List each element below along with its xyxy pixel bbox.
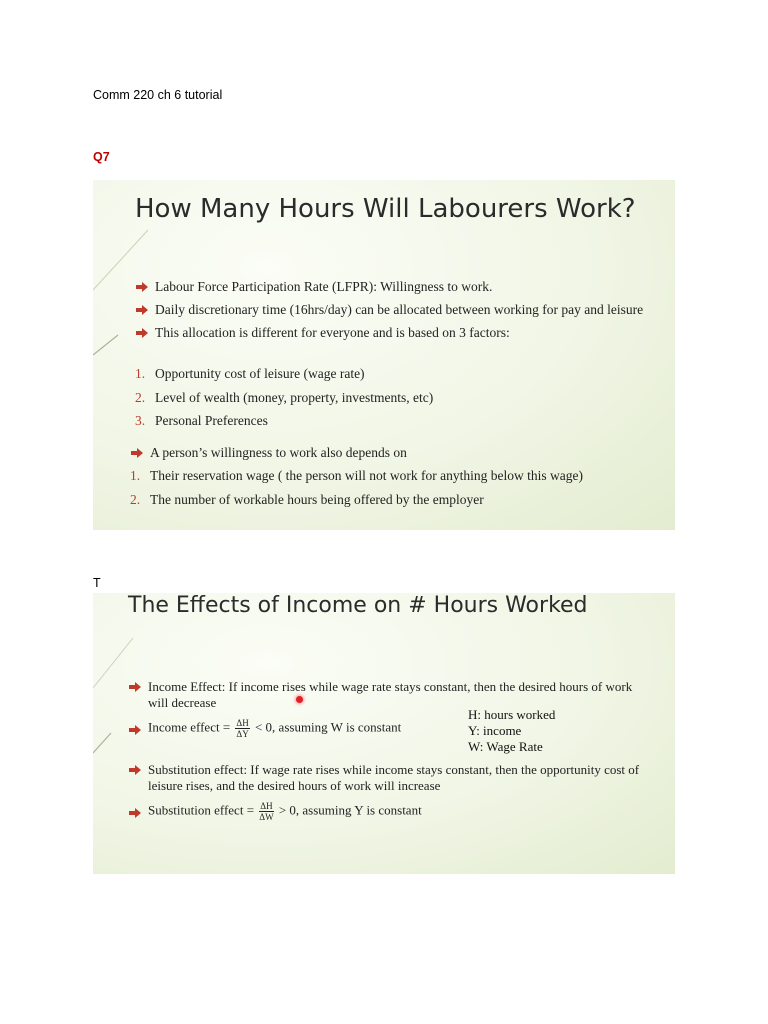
list-item-text: Daily discretionary time (16hrs/day) can be allocated between working for pay and leisure — [155, 302, 644, 317]
slide-labour-hours — [93, 180, 675, 530]
list-item-text: Income Effect: If income rises while wage rate stays constant, then the desired hours of work will decrease — [148, 679, 633, 710]
list-number: 1. — [135, 366, 146, 381]
bullet-list-willingness — [130, 445, 665, 468]
list-item — [128, 801, 648, 825]
list-item — [135, 302, 660, 318]
arrow-bullet-icon — [135, 326, 149, 340]
list-number: 2. — [135, 389, 146, 405]
arrow-bullet-icon — [128, 723, 142, 737]
slide-title: The Effects of Income on # Hours Worked — [128, 593, 588, 618]
fraction-denominator: ΔW — [259, 812, 274, 822]
bullet-list-lfpr — [135, 279, 660, 348]
arrow-bullet-icon — [135, 303, 149, 317]
fraction-denominator: ΔY — [236, 729, 249, 739]
legend-item: H: hours worked — [468, 707, 556, 722]
list-item — [135, 279, 660, 295]
legend-item: W: Wage Rate — [468, 739, 543, 754]
list-item-text: Personal Preferences — [155, 413, 268, 428]
question-label: Q7 — [93, 150, 110, 164]
list-item-text: Level of wealth (money, property, investments, etc) — [155, 389, 434, 405]
factor-list — [135, 366, 660, 437]
arrow-bullet-icon — [128, 680, 142, 694]
list-item — [130, 492, 670, 508]
fraction-numerator: ΔH — [260, 801, 273, 811]
fraction-numerator: ΔH — [236, 718, 249, 728]
list-item-text: A person’s willingness to work also depends on — [150, 445, 407, 460]
laser-pointer-dot — [296, 696, 303, 703]
arrow-bullet-icon — [128, 763, 142, 777]
list-item — [135, 366, 660, 382]
doc-title: Comm 220 ch 6 tutorial — [93, 88, 223, 102]
list-number: 2. — [130, 492, 141, 507]
formula-prefix: Income effect = — [148, 719, 231, 735]
list-item-text: Their reservation wage ( the person will not work for anything below this wage) — [150, 468, 584, 483]
depends-list — [130, 468, 670, 516]
fraction — [235, 718, 249, 739]
list-item — [128, 762, 648, 794]
formula-suffix: > 0, assuming Y is constant — [278, 802, 422, 818]
slide-title: How Many Hours Will Labourers Work? — [135, 194, 636, 224]
list-number: 1. — [130, 468, 141, 483]
list-item-text: Opportunity cost of leisure (wage rate) — [155, 366, 365, 381]
list-item — [130, 468, 670, 484]
list-item — [135, 413, 660, 429]
list-item — [128, 718, 648, 742]
formula-prefix: Substitution effect = — [148, 802, 255, 818]
slide-income-effects — [93, 593, 675, 874]
arrow-bullet-icon — [128, 806, 142, 820]
formula-suffix: < 0, assuming W is constant — [254, 719, 402, 735]
list-item — [135, 390, 660, 406]
list-item-text: The number of workable hours being offered by the employer — [150, 492, 484, 507]
list-item-text: This allocation is different for everyone and is based on 3 factors: — [155, 325, 510, 340]
t-label: T — [93, 576, 101, 590]
list-item-text: Labour Force Participation Rate (LFPR): Willingness to work. — [155, 279, 493, 294]
variable-legend — [468, 707, 555, 755]
effects-list — [128, 679, 648, 832]
arrow-bullet-icon — [135, 280, 149, 294]
arrow-bullet-icon — [130, 446, 144, 460]
list-number: 3. — [135, 413, 146, 428]
list-item — [128, 679, 648, 711]
fraction — [259, 801, 273, 822]
list-item — [135, 325, 660, 341]
legend-item: Y: income — [468, 723, 522, 738]
list-item — [130, 445, 665, 461]
list-item-text: Substitution effect: If wage rate rises while income stays constant, then the opportunity cost of leisure rises, and the desired hours of work will increase — [148, 762, 640, 793]
